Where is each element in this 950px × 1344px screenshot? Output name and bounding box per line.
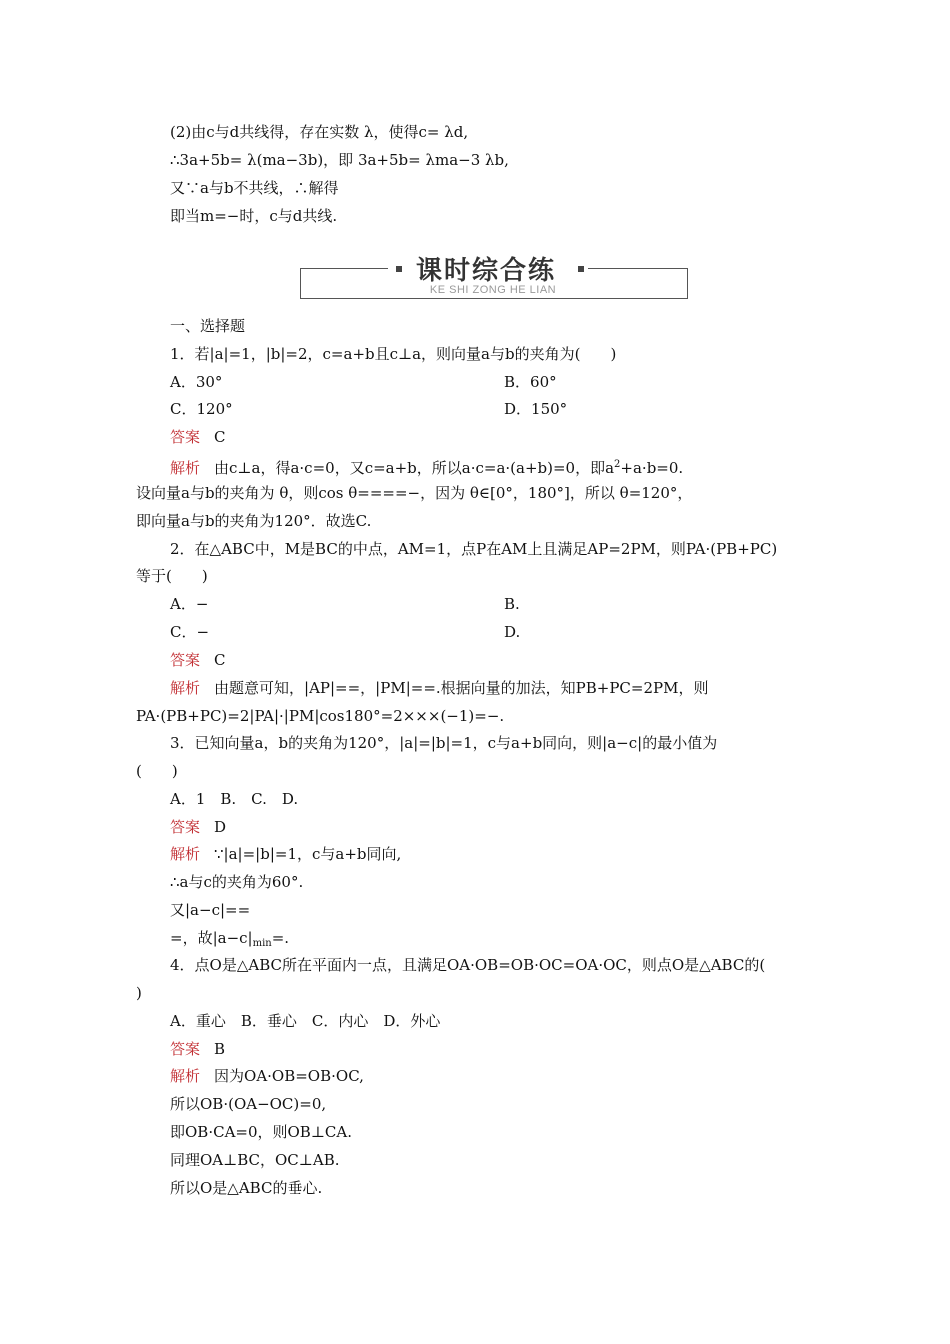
banner-square-left: [396, 266, 402, 272]
q2-analysis-line-2: PA·(PB+PC)=2|PA|·|PM|cos180°=2×××(−1)=−.: [136, 707, 505, 725]
q4-analysis-line-4: 同理OA⊥BC，OC⊥AB.: [170, 1151, 340, 1169]
analysis-label: 解析: [170, 845, 201, 863]
banner-subtitle: KE SHI ZONG HE LIAN: [429, 284, 557, 296]
q4-analysis-line-1: [170, 1066, 364, 1086]
q1-analysis-line-1: [170, 455, 683, 478]
q2-option-a: A．−: [170, 595, 209, 613]
q3-stem-1: 3．已知向量a，b的夹角为120°，|a|=|b|=1，c与a+b同向，则|a−c|的最小值为: [170, 734, 718, 752]
q3-options: A．1 B. C. D.: [170, 790, 299, 808]
banner-title: 课时综合练: [412, 250, 560, 287]
intro-line-3: 又∵a与b不共线，∴解得: [170, 179, 339, 197]
q3-analysis-line-4: [170, 928, 289, 954]
q4-options: A．重心 B．垂心 C．内心 D．外心: [170, 1012, 441, 1030]
q3-analysis-line-3: 又|a−c|==: [170, 901, 251, 919]
q1-stem: 1．若|a|=1，|b|=2，c=a+b且c⊥a，则向量a与b的夹角为( ): [170, 345, 617, 363]
q3-analysis-line-2: ∴a与c的夹角为60°.: [170, 873, 304, 891]
q1-option-c: C．120°: [170, 400, 233, 418]
q4-stem-2: ): [136, 984, 142, 1002]
banner-rule-left: [300, 268, 388, 269]
q2-stem-1: 2．在△ABC中，M是BC的中点，AM=1，点P在AM上且满足AP=2PM，则PA·(PB+PC): [170, 540, 778, 558]
q4-stem-1: 4．点O是△ABC所在平面内一点，且满足OA·OB=OB·OC=OA·OC，则点O是△ABC的(: [170, 956, 766, 974]
answer-label: 答案: [170, 818, 201, 836]
answer-label: 答案: [170, 651, 201, 669]
q4-answer-value: B: [214, 1040, 226, 1058]
q1-option-a: A．30°: [170, 373, 223, 391]
q2-analysis-text-1: 由题意可知，|AP|==，|PM|==.根据向量的加法，知PB+PC=2PM，则: [214, 679, 709, 697]
q3-analysis-text-4: =，故|a−c|: [170, 929, 253, 947]
intro-line-2: ∴3a+5b= λ(ma−3b)，即 3a+5b= λma−3 λb,: [170, 151, 509, 169]
intro-line-1: (2)由c与d共线得，存在实数 λ，使得c= λd,: [170, 123, 469, 141]
q4-answer: [170, 1039, 225, 1059]
q3-answer-value: D: [214, 818, 227, 836]
banner-square-right: [578, 266, 584, 272]
analysis-label: 解析: [170, 459, 201, 477]
q3-analysis-text-4-end: =.: [271, 929, 290, 947]
q3-analysis-sub: min: [252, 938, 272, 949]
q2-stem-2: 等于( ): [136, 567, 208, 585]
q1-analysis-line-3: 即向量a与b的夹角为120°．故选C.: [136, 512, 372, 530]
q1-analysis-text-1-end: +a·b=0.: [620, 459, 684, 477]
analysis-label: 解析: [170, 1067, 201, 1085]
q3-analysis-line-1: [170, 844, 401, 864]
q3-stem-2: ( ): [136, 762, 178, 780]
q1-option-d: D．150°: [504, 400, 568, 418]
answer-label: 答案: [170, 1040, 201, 1058]
q1-answer-value: C: [214, 428, 226, 446]
q4-analysis-line-3: 即OB·CA=0，则OB⊥CA.: [170, 1123, 353, 1141]
q2-analysis-line-1: [170, 678, 708, 698]
q2-option-d: D.: [504, 623, 521, 641]
q4-analysis-line-5: 所以O是△ABC的垂心.: [170, 1179, 323, 1197]
q2-option-b: B.: [504, 595, 520, 613]
q1-analysis-sup: 2: [614, 459, 621, 470]
q3-analysis-text-1: ∵|a|=|b|=1，c与a+b同向,: [214, 845, 402, 863]
q1-analysis-text-1: 由c⊥a，得a·c=0，又c=a+b，所以a·c=a·(a+b)=0，即a: [214, 459, 615, 477]
q4-analysis-text-1: 因为OA·OB=OB·OC,: [214, 1067, 364, 1085]
q3-answer: [170, 817, 226, 837]
q1-option-b: B．60°: [504, 373, 557, 391]
answer-label: 答案: [170, 428, 201, 446]
q1-answer: [170, 427, 226, 447]
q2-answer: [170, 650, 226, 670]
section-title: 一、选择题: [170, 317, 246, 335]
analysis-label: 解析: [170, 679, 201, 697]
section-banner: [300, 256, 688, 300]
q4-analysis-line-2: 所以OB·(OA−OC)=0,: [170, 1095, 327, 1113]
q2-answer-value: C: [214, 651, 226, 669]
q1-analysis-line-2: 设向量a与b的夹角为 θ，则cos θ====−，因为 θ∈[0°，180°]，所以 θ=120°，: [136, 484, 693, 502]
banner-rule-right: [588, 268, 688, 269]
intro-line-4: 即当m=−时，c与d共线.: [170, 207, 338, 225]
q2-option-c: C．−: [170, 623, 210, 641]
